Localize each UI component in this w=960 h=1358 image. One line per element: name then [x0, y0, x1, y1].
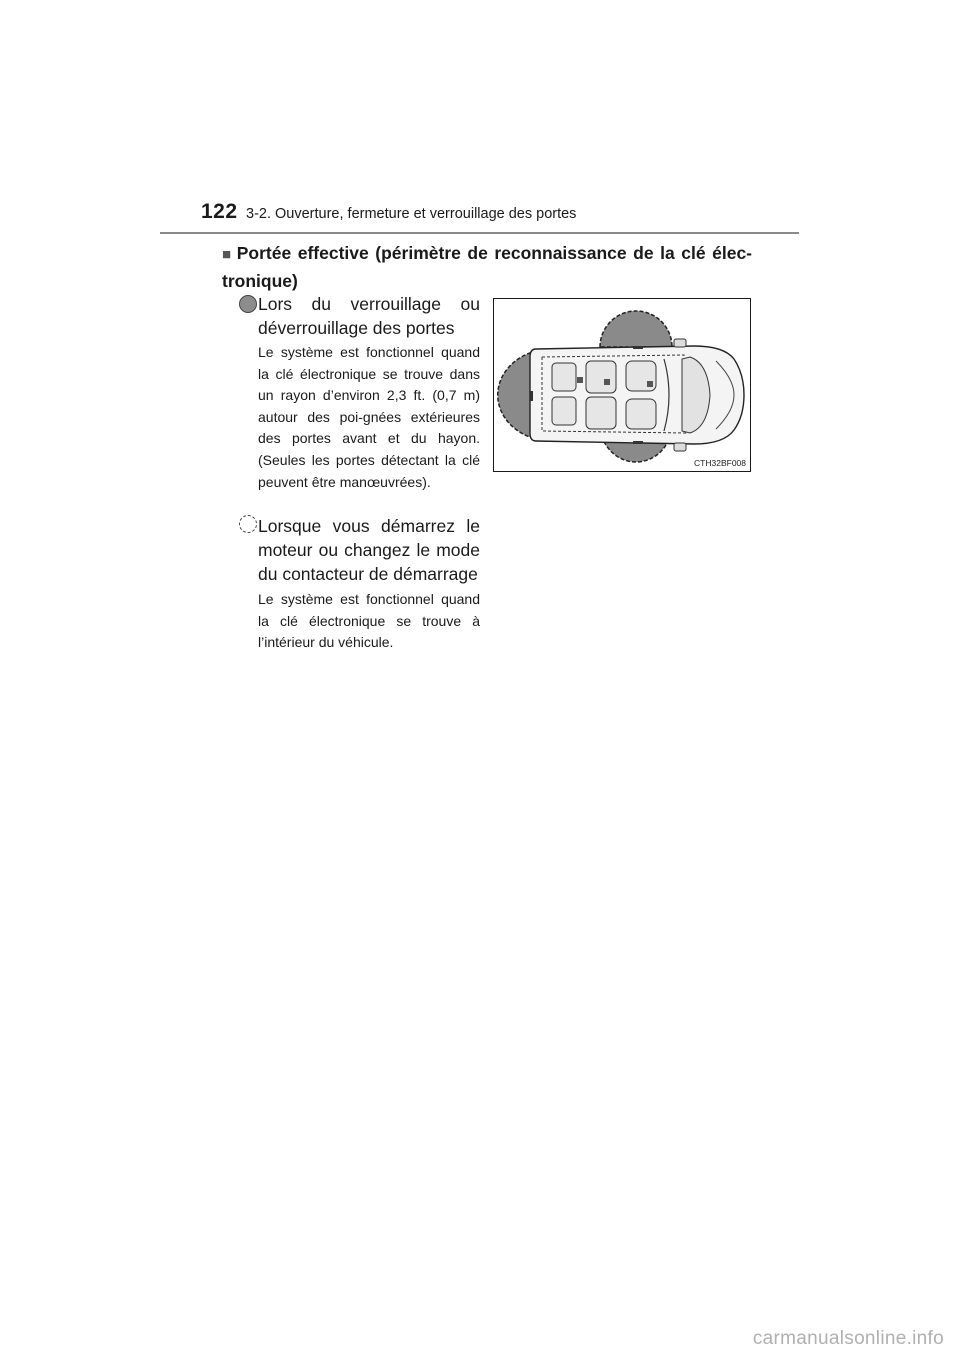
- item-body-start: Le système est fonctionnel quand la clé électronique se trouve à l’intérieur du véhicule.: [258, 591, 480, 651]
- item-title-lock: Lors du verrouillage ou déverrouillage des portes: [258, 294, 480, 338]
- vehicle-top-view-illustration: [494, 299, 751, 472]
- running-title: 3-2. Ouverture, fermeture et verrouillage des portes: [246, 206, 577, 222]
- mirror-bottom: [674, 443, 686, 451]
- handle-rear: [530, 391, 533, 401]
- handle-bottom: [633, 441, 643, 444]
- rear-seat-2: [552, 397, 576, 425]
- header-rule: [160, 232, 799, 234]
- watermark: carmanualsonline.info: [752, 1328, 944, 1349]
- filled-circle-icon: [239, 295, 257, 313]
- handle-top: [633, 346, 643, 349]
- middle-seat-1: [586, 361, 616, 393]
- mirror-top: [674, 339, 686, 347]
- item-title-start: Lorsque vous démarrez le moteur ou changez le mode du contacteur de démarrage: [258, 516, 480, 584]
- figure-code: CTH32BF008: [694, 458, 746, 468]
- page-number: 122: [201, 200, 238, 223]
- front-seat-2: [626, 399, 656, 429]
- dashed-circle-icon: [239, 515, 257, 533]
- square-bullet-icon: ■: [222, 246, 233, 263]
- key-marker-2: [604, 379, 610, 385]
- key-marker-1: [577, 377, 583, 383]
- rear-seat-1: [552, 363, 576, 391]
- section-heading-text: Portée effective (périmètre de reconnaissance de la clé élec-tronique): [222, 243, 752, 291]
- item-body-lock: Le système est fonctionnel quand la clé électronique se trouve dans un rayon d’environ 2,3 ft. (0,7 m) autour des poi-gnées extérieures des portes avant et du hayon. (Seules les portes détectant la clé peuvent être manœuvrées).: [258, 344, 480, 490]
- middle-seat-2: [586, 397, 616, 429]
- zone-top: [600, 311, 672, 347]
- key-marker-3: [647, 381, 653, 387]
- section-heading: [222, 240, 752, 295]
- vehicle-range-figure: [493, 298, 751, 472]
